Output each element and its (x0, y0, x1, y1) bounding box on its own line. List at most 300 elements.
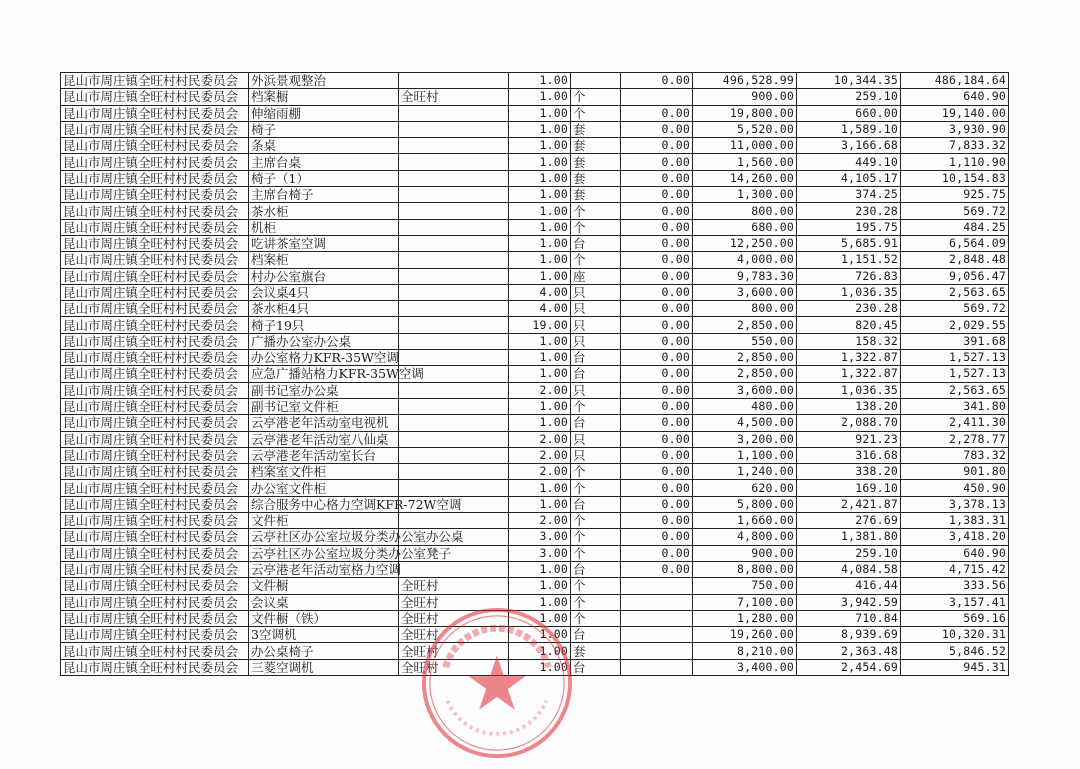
quantity-cell: 1.00 (509, 610, 571, 626)
unit-cell: 昆山市周庄镇全旺村村民委员会 (61, 480, 249, 496)
depreciation-cell: 5,685.91 (797, 235, 901, 251)
unit-of-measure-cell: 只 (571, 301, 621, 317)
location-cell (399, 464, 509, 480)
depreciation-cell: 2,454.69 (797, 659, 901, 675)
unit-cell: 昆山市周庄镇全旺村村民委员会 (61, 366, 249, 382)
value-col1-cell: 0.00 (621, 170, 693, 186)
unit-of-measure-cell: 台 (571, 235, 621, 251)
unit-cell: 昆山市周庄镇全旺村村民委员会 (61, 464, 249, 480)
location-cell (399, 235, 509, 251)
unit-of-measure-cell: 套 (571, 170, 621, 186)
table-row (61, 627, 1009, 643)
item-name-cell: 村办公室旗台 (249, 268, 399, 284)
unit-cell: 昆山市周庄镇全旺村村民委员会 (61, 627, 249, 643)
table-row (61, 431, 1009, 447)
quantity-cell: 3.00 (509, 529, 571, 545)
quantity-cell: 1.00 (509, 252, 571, 268)
ledger-body (61, 73, 1009, 676)
depreciation-cell: 195.75 (797, 219, 901, 235)
unit-of-measure-cell: 只 (571, 431, 621, 447)
value-col1-cell (621, 89, 693, 105)
depreciation-cell: 921.23 (797, 431, 901, 447)
net-value-cell: 2,563.65 (901, 284, 1009, 300)
location-cell: 全旺村 (399, 89, 509, 105)
table-row (61, 578, 1009, 594)
unit-of-measure-cell: 台 (571, 659, 621, 675)
net-value-cell: 391.68 (901, 333, 1009, 349)
quantity-cell: 1.00 (509, 268, 571, 284)
location-cell (399, 105, 509, 121)
net-value-cell: 486,184.64 (901, 73, 1009, 89)
original-value-cell: 8,210.00 (693, 643, 797, 659)
unit-of-measure-cell: 个 (571, 578, 621, 594)
original-value-cell: 8,800.00 (693, 561, 797, 577)
net-value-cell: 4,715.42 (901, 561, 1009, 577)
location-cell (399, 317, 509, 333)
table-row (61, 561, 1009, 577)
original-value-cell: 800.00 (693, 301, 797, 317)
original-value-cell: 4,500.00 (693, 415, 797, 431)
table-row (61, 154, 1009, 170)
table-row (61, 513, 1009, 529)
depreciation-cell: 4,084.58 (797, 561, 901, 577)
unit-cell: 昆山市周庄镇全旺村村民委员会 (61, 610, 249, 626)
original-value-cell: 550.00 (693, 333, 797, 349)
depreciation-cell: 1,589.10 (797, 121, 901, 137)
unit-cell: 昆山市周庄镇全旺村村民委员会 (61, 594, 249, 610)
original-value-cell: 4,800.00 (693, 529, 797, 545)
quantity-cell: 1.00 (509, 138, 571, 154)
original-value-cell: 620.00 (693, 480, 797, 496)
value-col1-cell: 0.00 (621, 561, 693, 577)
net-value-cell: 2,563.65 (901, 382, 1009, 398)
item-name-cell: 综合服务中心格力空调KFR-72W空调 (249, 496, 399, 512)
table-row (61, 659, 1009, 675)
location-cell (399, 219, 509, 235)
original-value-cell: 2,850.00 (693, 350, 797, 366)
table-row (61, 170, 1009, 186)
location-cell: 全旺村 (399, 627, 509, 643)
table-row (61, 268, 1009, 284)
original-value-cell: 1,240.00 (693, 464, 797, 480)
unit-cell: 昆山市周庄镇全旺村村民委员会 (61, 268, 249, 284)
depreciation-cell: 1,381.80 (797, 529, 901, 545)
item-name-cell: 椅子（1） (249, 170, 399, 186)
location-cell (399, 187, 509, 203)
quantity-cell: 1.00 (509, 496, 571, 512)
original-value-cell: 496,528.99 (693, 73, 797, 89)
unit-cell: 昆山市周庄镇全旺村村民委员会 (61, 187, 249, 203)
unit-of-measure-cell: 台 (571, 561, 621, 577)
net-value-cell: 2,411.30 (901, 415, 1009, 431)
original-value-cell: 14,260.00 (693, 170, 797, 186)
unit-cell: 昆山市周庄镇全旺村村民委员会 (61, 578, 249, 594)
original-value-cell: 680.00 (693, 219, 797, 235)
value-col1-cell (621, 659, 693, 675)
location-cell (399, 268, 509, 284)
location-cell: 全旺村 (399, 643, 509, 659)
original-value-cell: 1,100.00 (693, 447, 797, 463)
location-cell: 全旺村 (399, 594, 509, 610)
unit-of-measure-cell: 套 (571, 643, 621, 659)
unit-cell: 昆山市周庄镇全旺村村民委员会 (61, 138, 249, 154)
net-value-cell: 901.80 (901, 464, 1009, 480)
depreciation-cell: 8,939.69 (797, 627, 901, 643)
unit-of-measure-cell: 个 (571, 480, 621, 496)
table-row (61, 496, 1009, 512)
net-value-cell: 1,527.13 (901, 366, 1009, 382)
depreciation-cell: 2,363.48 (797, 643, 901, 659)
unit-of-measure-cell: 只 (571, 284, 621, 300)
unit-of-measure-cell: 只 (571, 333, 621, 349)
unit-of-measure-cell: 座 (571, 268, 621, 284)
table-row (61, 464, 1009, 480)
original-value-cell: 480.00 (693, 398, 797, 414)
value-col1-cell: 0.00 (621, 545, 693, 561)
net-value-cell: 3,418.20 (901, 529, 1009, 545)
item-name-cell: 档案橱 (249, 89, 399, 105)
value-col1-cell (621, 627, 693, 643)
table-row (61, 235, 1009, 251)
unit-of-measure-cell: 台 (571, 366, 621, 382)
quantity-cell: 19.00 (509, 317, 571, 333)
unit-of-measure-cell: 只 (571, 447, 621, 463)
unit-cell: 昆山市周庄镇全旺村村民委员会 (61, 447, 249, 463)
quantity-cell: 2.00 (509, 431, 571, 447)
depreciation-cell: 230.28 (797, 301, 901, 317)
quantity-cell: 1.00 (509, 105, 571, 121)
item-name-cell: 三菱空调机 (249, 659, 399, 675)
item-name-cell: 广播办公室办公桌 (249, 333, 399, 349)
unit-cell: 昆山市周庄镇全旺村村民委员会 (61, 219, 249, 235)
depreciation-cell: 3,942.59 (797, 594, 901, 610)
item-name-cell: 会议桌4只 (249, 284, 399, 300)
item-name-cell: 3空调机 (249, 627, 399, 643)
quantity-cell: 1.00 (509, 121, 571, 137)
net-value-cell: 3,378.13 (901, 496, 1009, 512)
item-name-cell: 机柜 (249, 219, 399, 235)
depreciation-cell: 660.00 (797, 105, 901, 121)
item-name-cell: 副书记室办公桌 (249, 382, 399, 398)
table-row (61, 105, 1009, 121)
asset-ledger-table (60, 72, 1009, 676)
quantity-cell: 3.00 (509, 545, 571, 561)
table-row (61, 252, 1009, 268)
location-cell (399, 415, 509, 431)
quantity-cell: 1.00 (509, 187, 571, 203)
location-cell (399, 447, 509, 463)
value-col1-cell: 0.00 (621, 301, 693, 317)
item-name-cell: 办公室文件柜 (249, 480, 399, 496)
unit-of-measure-cell: 套 (571, 121, 621, 137)
net-value-cell: 2,278.77 (901, 431, 1009, 447)
item-name-cell: 副书记室文件柜 (249, 398, 399, 414)
original-value-cell: 12,250.00 (693, 235, 797, 251)
table-row (61, 545, 1009, 561)
quantity-cell: 1.00 (509, 154, 571, 170)
location-cell (399, 301, 509, 317)
net-value-cell: 1,527.13 (901, 350, 1009, 366)
original-value-cell: 900.00 (693, 545, 797, 561)
unit-of-measure-cell: 个 (571, 398, 621, 414)
net-value-cell: 5,846.52 (901, 643, 1009, 659)
location-cell (399, 154, 509, 170)
table-row (61, 529, 1009, 545)
unit-cell: 昆山市周庄镇全旺村村民委员会 (61, 513, 249, 529)
item-name-cell: 吃讲茶室空调 (249, 235, 399, 251)
item-name-cell: 会议桌 (249, 594, 399, 610)
value-col1-cell: 0.00 (621, 366, 693, 382)
depreciation-cell: 1,322.87 (797, 350, 901, 366)
net-value-cell: 6,564.09 (901, 235, 1009, 251)
value-col1-cell: 0.00 (621, 138, 693, 154)
unit-of-measure-cell: 只 (571, 317, 621, 333)
unit-cell: 昆山市周庄镇全旺村村民委员会 (61, 284, 249, 300)
unit-cell: 昆山市周庄镇全旺村村民委员会 (61, 317, 249, 333)
value-col1-cell: 0.00 (621, 73, 693, 89)
unit-of-measure-cell: 个 (571, 529, 621, 545)
net-value-cell: 10,154.83 (901, 170, 1009, 186)
depreciation-cell: 4,105.17 (797, 170, 901, 186)
table-row (61, 121, 1009, 137)
quantity-cell: 4.00 (509, 301, 571, 317)
value-col1-cell: 0.00 (621, 333, 693, 349)
net-value-cell: 569.72 (901, 301, 1009, 317)
value-col1-cell: 0.00 (621, 529, 693, 545)
quantity-cell: 1.00 (509, 659, 571, 675)
unit-of-measure-cell (571, 73, 621, 89)
quantity-cell: 4.00 (509, 284, 571, 300)
location-cell (399, 513, 509, 529)
unit-of-measure-cell: 套 (571, 138, 621, 154)
original-value-cell: 1,280.00 (693, 610, 797, 626)
location-cell (399, 170, 509, 186)
original-value-cell: 19,800.00 (693, 105, 797, 121)
net-value-cell: 19,140.00 (901, 105, 1009, 121)
net-value-cell: 925.75 (901, 187, 1009, 203)
unit-of-measure-cell: 个 (571, 513, 621, 529)
quantity-cell: 2.00 (509, 464, 571, 480)
table-row (61, 447, 1009, 463)
original-value-cell: 19,260.00 (693, 627, 797, 643)
table-row (61, 610, 1009, 626)
unit-of-measure-cell: 个 (571, 105, 621, 121)
table-row (61, 366, 1009, 382)
unit-cell: 昆山市周庄镇全旺村村民委员会 (61, 415, 249, 431)
quantity-cell: 1.00 (509, 480, 571, 496)
location-cell: 全旺村 (399, 610, 509, 626)
net-value-cell: 3,157.41 (901, 594, 1009, 610)
location-cell (399, 138, 509, 154)
depreciation-cell: 1,322.87 (797, 366, 901, 382)
table-row (61, 138, 1009, 154)
net-value-cell: 333.56 (901, 578, 1009, 594)
net-value-cell: 10,320.31 (901, 627, 1009, 643)
original-value-cell: 5,520.00 (693, 121, 797, 137)
value-col1-cell: 0.00 (621, 398, 693, 414)
unit-cell: 昆山市周庄镇全旺村村民委员会 (61, 252, 249, 268)
item-name-cell: 文件橱 (249, 578, 399, 594)
net-value-cell: 450.90 (901, 480, 1009, 496)
item-name-cell: 办公桌椅子 (249, 643, 399, 659)
net-value-cell: 2,029.55 (901, 317, 1009, 333)
net-value-cell: 9,056.47 (901, 268, 1009, 284)
table-row (61, 350, 1009, 366)
depreciation-cell: 259.10 (797, 545, 901, 561)
table-row (61, 73, 1009, 89)
net-value-cell: 945.31 (901, 659, 1009, 675)
value-col1-cell (621, 643, 693, 659)
original-value-cell: 3,200.00 (693, 431, 797, 447)
quantity-cell: 1.00 (509, 73, 571, 89)
table-row (61, 398, 1009, 414)
value-col1-cell: 0.00 (621, 187, 693, 203)
depreciation-cell: 338.20 (797, 464, 901, 480)
item-name-cell: 条桌 (249, 138, 399, 154)
item-name-cell: 档案室文件柜 (249, 464, 399, 480)
location-cell (399, 203, 509, 219)
net-value-cell: 569.16 (901, 610, 1009, 626)
unit-of-measure-cell: 个 (571, 610, 621, 626)
depreciation-cell: 230.28 (797, 203, 901, 219)
location-cell (399, 350, 509, 366)
value-col1-cell: 0.00 (621, 447, 693, 463)
depreciation-cell: 169.10 (797, 480, 901, 496)
item-name-cell: 伸缩雨棚 (249, 105, 399, 121)
net-value-cell: 7,833.32 (901, 138, 1009, 154)
value-col1-cell: 0.00 (621, 496, 693, 512)
quantity-cell: 1.00 (509, 366, 571, 382)
table-row (61, 219, 1009, 235)
depreciation-cell: 316.68 (797, 447, 901, 463)
value-col1-cell: 0.00 (621, 284, 693, 300)
net-value-cell: 3,930.90 (901, 121, 1009, 137)
table-row (61, 382, 1009, 398)
item-name-cell: 外浜景观整治 (249, 73, 399, 89)
unit-of-measure-cell: 台 (571, 415, 621, 431)
item-name-cell: 椅子 (249, 121, 399, 137)
quantity-cell: 1.00 (509, 219, 571, 235)
net-value-cell: 1,110.90 (901, 154, 1009, 170)
unit-of-measure-cell: 套 (571, 154, 621, 170)
depreciation-cell: 1,151.52 (797, 252, 901, 268)
original-value-cell: 1,660.00 (693, 513, 797, 529)
depreciation-cell: 726.83 (797, 268, 901, 284)
quantity-cell: 1.00 (509, 350, 571, 366)
original-value-cell: 3,400.00 (693, 659, 797, 675)
original-value-cell: 11,000.00 (693, 138, 797, 154)
net-value-cell: 640.90 (901, 545, 1009, 561)
item-name-cell: 应急广播站格力KFR-35W空调 (249, 366, 399, 382)
original-value-cell: 1,560.00 (693, 154, 797, 170)
location-cell (399, 398, 509, 414)
item-name-cell: 办公室格力KFR-35W空调 (249, 350, 399, 366)
value-col1-cell: 0.00 (621, 235, 693, 251)
location-cell (399, 252, 509, 268)
original-value-cell: 5,800.00 (693, 496, 797, 512)
original-value-cell: 900.00 (693, 89, 797, 105)
item-name-cell: 文件柜 (249, 513, 399, 529)
item-name-cell: 云亭社区办公室垃圾分类办公室办公桌 (249, 529, 399, 545)
unit-cell: 昆山市周庄镇全旺村村民委员会 (61, 545, 249, 561)
depreciation-cell: 3,166.68 (797, 138, 901, 154)
value-col1-cell: 0.00 (621, 464, 693, 480)
item-name-cell: 云亭港老年活动室电视机 (249, 415, 399, 431)
value-col1-cell: 0.00 (621, 203, 693, 219)
unit-cell: 昆山市周庄镇全旺村村民委员会 (61, 235, 249, 251)
net-value-cell: 2,848.48 (901, 252, 1009, 268)
table-row (61, 643, 1009, 659)
net-value-cell: 569.72 (901, 203, 1009, 219)
unit-cell: 昆山市周庄镇全旺村村民委员会 (61, 203, 249, 219)
unit-of-measure-cell: 个 (571, 252, 621, 268)
item-name-cell: 云亭社区办公室垃圾分类办公室凳子 (249, 545, 399, 561)
table-row (61, 333, 1009, 349)
item-name-cell: 档案柜 (249, 252, 399, 268)
unit-cell: 昆山市周庄镇全旺村村民委员会 (61, 529, 249, 545)
unit-of-measure-cell: 套 (571, 187, 621, 203)
original-value-cell: 3,600.00 (693, 284, 797, 300)
quantity-cell: 1.00 (509, 235, 571, 251)
quantity-cell: 1.00 (509, 578, 571, 594)
item-name-cell: 云亭港老年活动室八仙桌 (249, 431, 399, 447)
location-cell (399, 480, 509, 496)
quantity-cell: 1.00 (509, 398, 571, 414)
unit-of-measure-cell: 个 (571, 219, 621, 235)
quantity-cell: 1.00 (509, 561, 571, 577)
net-value-cell: 484.25 (901, 219, 1009, 235)
unit-cell: 昆山市周庄镇全旺村村民委员会 (61, 659, 249, 675)
value-col1-cell: 0.00 (621, 219, 693, 235)
original-value-cell: 800.00 (693, 203, 797, 219)
net-value-cell: 341.80 (901, 398, 1009, 414)
depreciation-cell: 2,421.87 (797, 496, 901, 512)
depreciation-cell: 1,036.35 (797, 382, 901, 398)
unit-cell: 昆山市周庄镇全旺村村民委员会 (61, 301, 249, 317)
depreciation-cell: 2,088.70 (797, 415, 901, 431)
depreciation-cell: 138.20 (797, 398, 901, 414)
quantity-cell: 1.00 (509, 627, 571, 643)
value-col1-cell: 0.00 (621, 480, 693, 496)
value-col1-cell: 0.00 (621, 382, 693, 398)
table-row (61, 301, 1009, 317)
item-name-cell: 文件橱（铁） (249, 610, 399, 626)
depreciation-cell: 10,344.35 (797, 73, 901, 89)
quantity-cell: 1.00 (509, 643, 571, 659)
original-value-cell: 750.00 (693, 578, 797, 594)
value-col1-cell (621, 594, 693, 610)
unit-of-measure-cell: 台 (571, 350, 621, 366)
depreciation-cell: 276.69 (797, 513, 901, 529)
quantity-cell: 1.00 (509, 415, 571, 431)
depreciation-cell: 1,036.35 (797, 284, 901, 300)
table-row (61, 203, 1009, 219)
unit-cell: 昆山市周庄镇全旺村村民委员会 (61, 121, 249, 137)
table-row (61, 480, 1009, 496)
depreciation-cell: 259.10 (797, 89, 901, 105)
table-row (61, 415, 1009, 431)
original-value-cell: 7,100.00 (693, 594, 797, 610)
unit-cell: 昆山市周庄镇全旺村村民委员会 (61, 382, 249, 398)
quantity-cell: 2.00 (509, 447, 571, 463)
value-col1-cell (621, 610, 693, 626)
original-value-cell: 9,783.30 (693, 268, 797, 284)
unit-cell: 昆山市周庄镇全旺村村民委员会 (61, 105, 249, 121)
location-cell (399, 121, 509, 137)
unit-of-measure-cell: 个 (571, 545, 621, 561)
unit-cell: 昆山市周庄镇全旺村村民委员会 (61, 496, 249, 512)
value-col1-cell: 0.00 (621, 154, 693, 170)
